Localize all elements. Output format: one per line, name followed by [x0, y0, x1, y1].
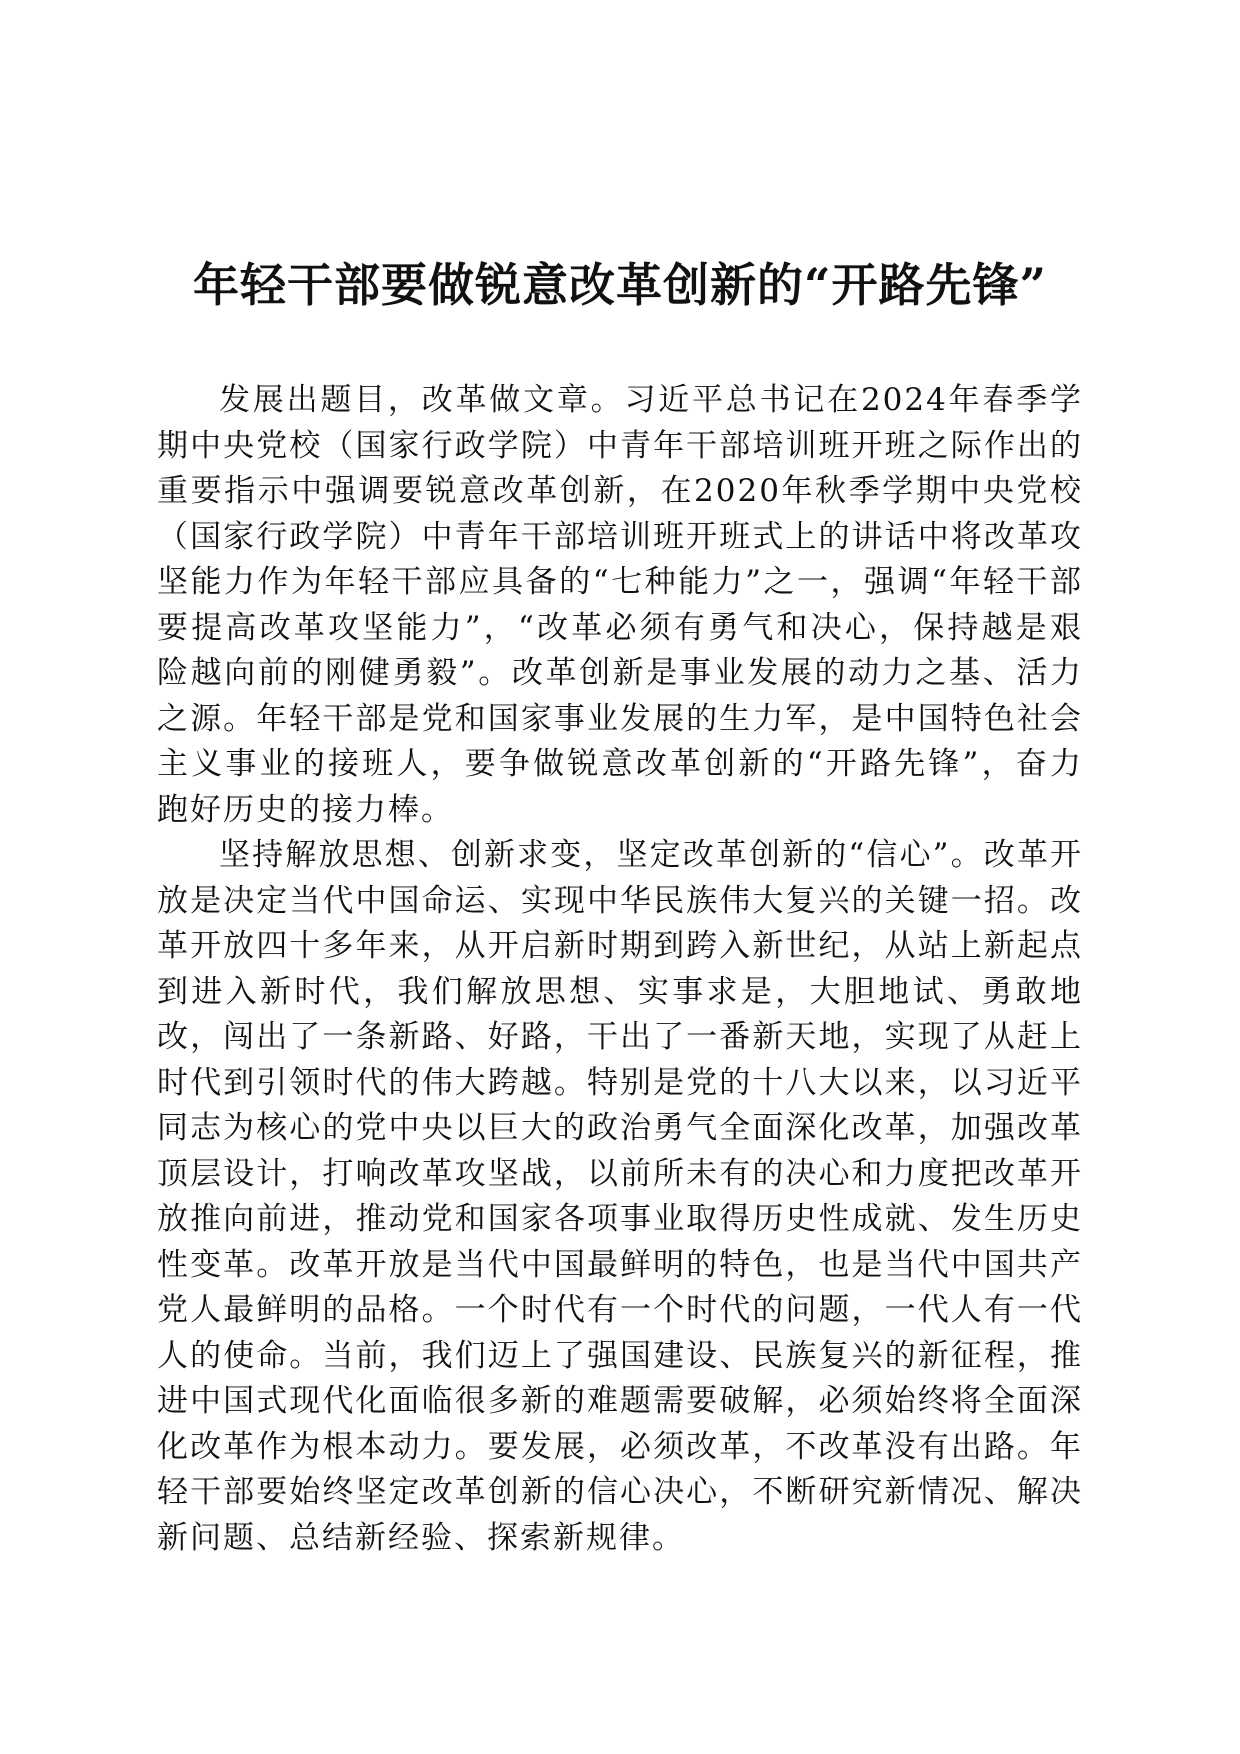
- document-body: [157, 378, 1083, 1561]
- paragraph-2: 坚持解放思想、创新求变，坚定改革创新的“信心”。改革开放是决定当代中国命运、实现中华民族伟大复兴的关键一招。改革开放四十多年来，从开启新时期到跨入新世纪，从站上新起点到进入新时代，我们解放思想、实事求是，大胆地试、勇敢地改，闯出了一条新路、好路，干出了一番新天地，实现了从赶上时代到引领时代的伟大跨越。特别是党的十八大以来，以习近平同志为核心的党中央以巨大的政治勇气全面深化改革，加强改革顶层设计，打响改革攻坚战，以前所未有的决心和力度把改革开放推向前进，推动党和国家各项事业取得历史性成就、发生历史性变革。改革开放是当代中国最鲜明的特色，也是当代中国共产党人最鲜明的品格。一个时代有一个时代的问题，一代人有一代人的使命。当前，我们迈上了强国建设、民族复兴的新征程，推进中国式现代化面临很多新的难题需要破解，必须始终将全面深化改革作为根本动力。要发展，必须改革，不改革没有出路。年轻干部要始终坚定改革创新的信心决心，不断研究新情况、解决新问题、总结新经验、探索新规律。: [157, 837, 1083, 1556]
- document-title: 年轻干部要做锐意改革创新的“开路先锋”: [193, 258, 1047, 312]
- paragraph-1: 发展出题目，改革做文章。习近平总书记在2024年春季学期中央党校（国家行政学院）中青年干部培训班开班之际作出的重要指示中强调要锐意改革创新，在2020年秋季学期中央党校（国家行政学院）中青年干部培训班开班式上的讲话中将改革攻坚能力作为年轻干部应具备的“七种能力”之一，强调“年轻干部要提高改革攻坚能力”，“改革必须有勇气和决心，保持越是艰险越向前的刚健勇毅”。改革创新是事业发展的动力之基、活力之源。年轻干部是党和国家事业发展的生力军，是中国特色社会主义事业的接班人，要争做锐意改革创新的“开路先锋”，奋力跑好历史的接力棒。: [157, 382, 1083, 828]
